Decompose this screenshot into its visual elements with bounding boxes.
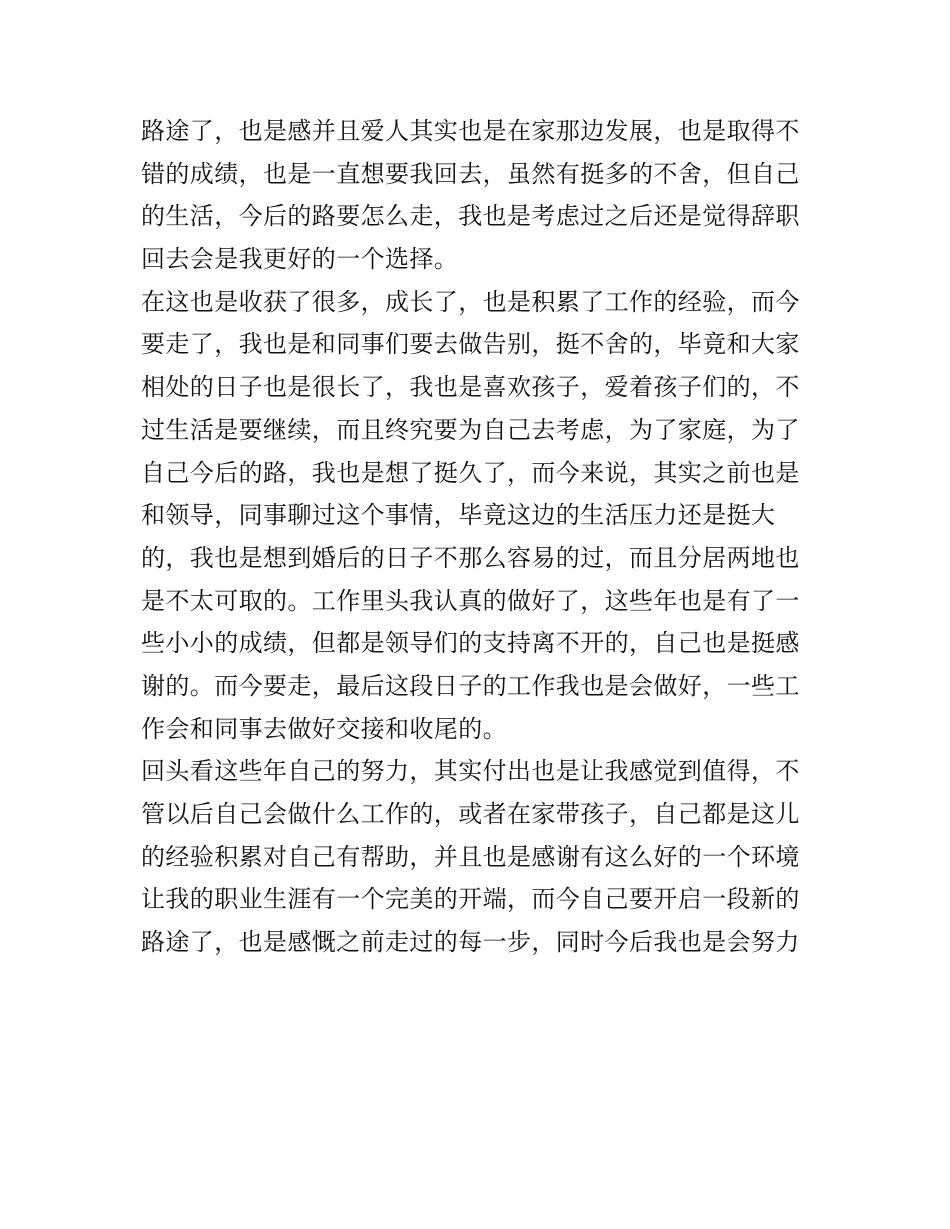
text-line: 的经验积累对自己有帮助，并且也是感谢有这么好的一个环境 [141,842,800,871]
text-line: 的，我也是想到婚后的日子不那么容易的过，而且分居两地也 [141,543,800,572]
text-line: 让我的职业生涯有一个完美的开端，而今自己要开启一段新的 [141,885,800,914]
text-line: 错的成绩，也是一直想要我回去，虽然有挺多的不舍，但自己 [141,159,800,188]
text-line: 要走了，我也是和同事们要去做告别，挺不舍的，毕竟和大家 [141,330,800,359]
text-line: 和领导，同事聊过这个事情，毕竟这边的生活压力还是挺大 [141,501,776,530]
text-line: 过生活是要继续，而且终究要为自己去考虑，为了家庭，为了 [141,415,800,444]
text-line: 在这也是收获了很多，成长了，也是积累了工作的经验，而今 [141,287,800,316]
text-line: 路途了，也是感并且爱人其实也是在家那边发展，也是取得不 [141,117,800,145]
text-line: 回头看这些年自己的努力，其实付出也是让我感觉到值得，不 [141,757,800,786]
text-line: 的生活，今后的路要怎么走，我也是考虑过之后还是觉得辞职 [141,202,800,231]
text-line: 相处的日子也是很长了，我也是喜欢孩子，爱着孩子们的，不 [141,373,800,402]
text-line: 作会和同事去做好交接和收尾的。 [141,714,507,743]
body-text [141,110,817,964]
text-line: 谢的。而今要走，最后这段日子的工作我也是会做好，一些工 [141,671,800,700]
text-line: 是不太可取的。工作里头我认真的做好了，这些年也是有了一 [141,586,800,615]
text-line: 些小小的成绩，但都是领导们的支持离不开的，自己也是挺感 [141,629,800,658]
text-line: 路途了，也是感慨之前走过的每一步，同时今后我也是会努力 [141,928,800,957]
text-line: 管以后自己会做什么工作的，或者在家带孩子，自己都是这儿 [141,800,800,828]
text-line: 自己今后的路，我也是想了挺久了，而今来说，其实之前也是 [141,458,800,487]
text-line: 回去会是我更好的一个选择。 [141,245,459,274]
